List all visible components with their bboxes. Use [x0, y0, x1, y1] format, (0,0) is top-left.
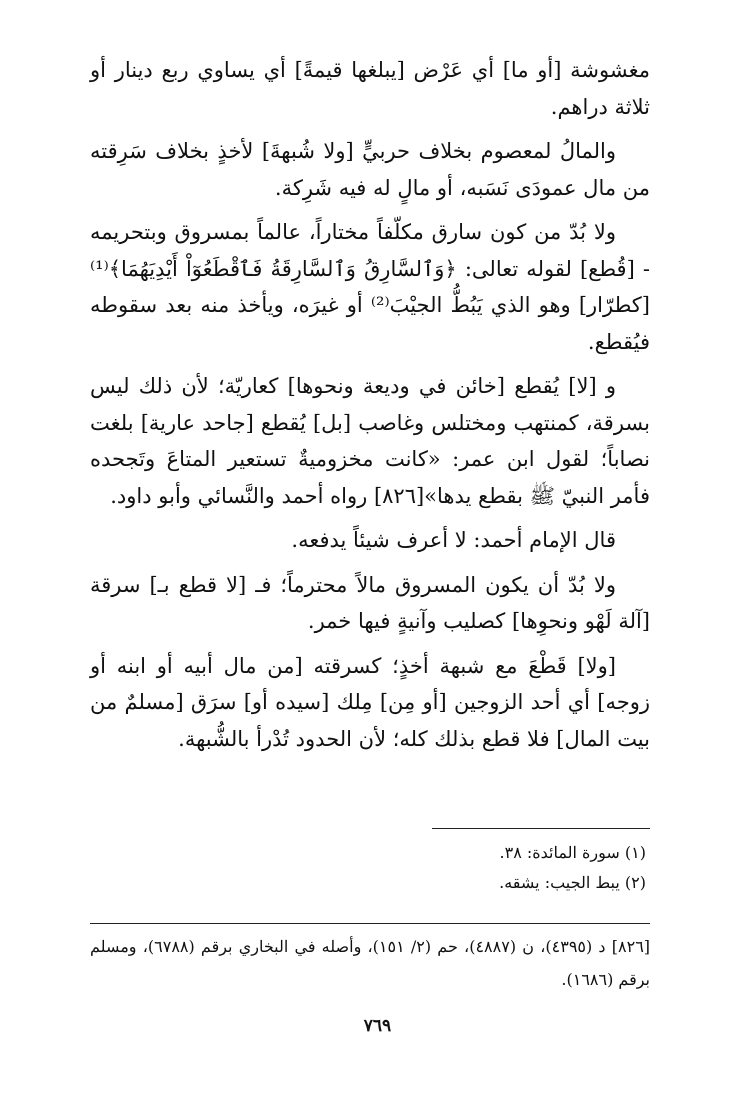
- footnote-divider: [432, 828, 650, 829]
- paragraph-3: ولا بُدّ من كون سارق مكلّفاً مختاراً، عالماً بمسروق وبتحريمه - [قُطع] لقوله تعالى: ﴿وَٱلسَّارِقُ وَٱلسَّارِقَةُ فَٱقْطَعُوٓاْ أَيْدِيَهُمَا﴾⁽¹⁾ [كطرّار] وهو الذي يَبُطُّ الجيْبَ⁽²⁾ أو غيرَه، ويأخذ منه بعد سقوطه فيُقطع.: [90, 220, 650, 354]
- paragraph-4: و [لا] يُقطع [خائن في وديعة ونحوها] كعاريّة؛ لأن ذلك ليس بسرقة، كمنتهب ومختلس وغاصب [بل] يُقطع [جاحد عارية] بلغت نصاباً؛ لقول ابن عمر: «كانت مخزوميةٌ تستعير المتاعَ وتَجحده فأمر النبيّ ﷺ بقطع يدها»[٨٢٦] رواه أحمد والنَّسائي وأبو داود.: [90, 374, 650, 508]
- hadith-reference: [90, 930, 650, 996]
- hadith-divider: [90, 923, 650, 924]
- footnotes: [90, 838, 650, 898]
- paragraph-1: مغشوشة [أو ما] أي عَرْض [يبلغها قيمةً] أي يساوي ربع دينار أو ثلاثة دراهم.: [90, 58, 650, 119]
- paragraph-7: [ولا] قَطْعَ مع شبهة أخذٍ؛ كسرقته [من مال أبيه أو ابنه أو زوجه] أي أحد الزوجين [أو مِن] مِلك [سيده أو] سرَق [مسلمٌ من بيت المال] فلا قطع بذلك كله؛ لأن الحدود تُدْرأ بالشُّبهة.: [90, 653, 650, 751]
- main-text: [90, 52, 650, 765]
- footnote-1: (١) سورة المائدة: ٣٨.: [499, 843, 646, 862]
- footnote-2: (٢) يبط الجيب: يشقه.: [499, 873, 646, 892]
- hadith-reference-text: [٨٢٦] د (٤٣٩٥)، ن (٤٨٨٧)، حم (٢/ ١٥١)، وأصله في البخاري برقم (٦٧٨٨)، ومسلم برقم (١٦٨٦).: [90, 937, 651, 989]
- paragraph-6: ولا بُدّ أن يكون المسروق مالاً محترماً؛ فـ [لا قطع بـ] سرقة [آلة لَهْو ونحوِها] كصليب وآنيةٍ فيها خمر.: [90, 572, 650, 633]
- page-number: ٧٦٩: [363, 1016, 392, 1036]
- paragraph-5: قال الإمام أحمد: لا أعرف شيئاً يدفعه.: [291, 528, 616, 552]
- paragraph-2: والمالُ لمعصوم بخلاف حربيٍّ [ولا شُبهةَ] لأخذٍ بخلاف سَرِقته من مال عمودَى نَسَبه، أو مالٍ له فيه شَرِكة.: [90, 139, 650, 200]
